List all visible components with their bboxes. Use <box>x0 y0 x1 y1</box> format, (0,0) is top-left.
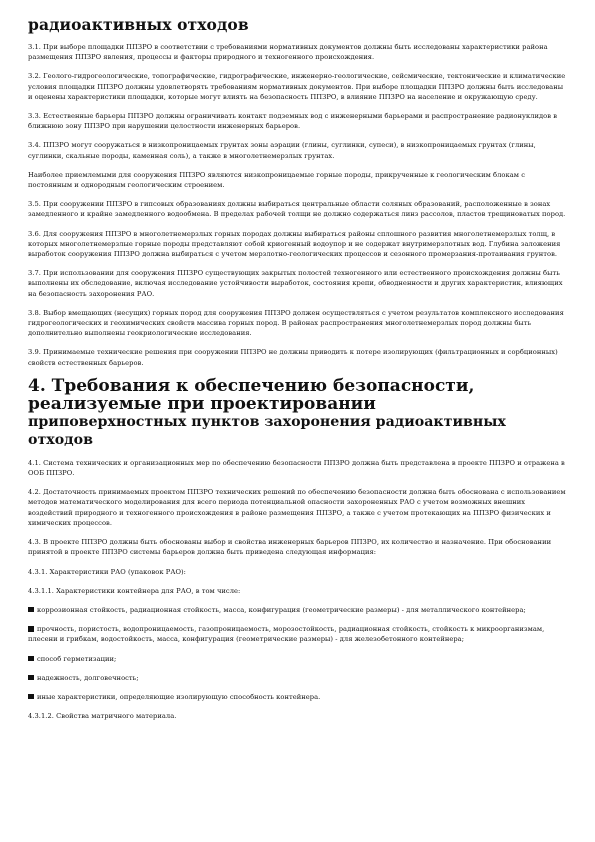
bullet-text: прочность, пористость, водопроницаемость, газопроницаемость, морозостойкость, радиационная стойкость, стойкость к микроорганизмам, плесени и грибкам, водостойкость, масса, конфигурация (геометрические размеры) - для железобетонного контейнера; <box>28 625 545 644</box>
section-heading-line1: 4. Требования к обеспечению безопасности, реализуемые при проектировании <box>28 375 475 414</box>
section-heading <box>28 377 568 449</box>
paragraph: 4.3.1.2. Свойства матричного материала. <box>28 712 177 721</box>
paragraph: 3.8. Выбор вмещающих (несущих) горных пород для сооружения ППЗРО должен осуществляться с учетом результатов комплексного исследования гидрогеологических и геохимических свойств массива горных пород. В районах распространения многолетнемерзлых пород должны быть дополнительно выполнены геокриологические исследования. <box>28 308 564 338</box>
paragraph: 3.6. Для сооружения ППЗРО в многолетнемерзлых горных породах должны выбираться районы сплошного развития многолетнемерзлых толщ, в которых многолетнемерзлые горные породы представляют собой криогенный водоупор и не содержат внутримерзлотных вод. Глубина заложения выработок сооружения ППЗРО должна выбираться с учетом мерзлотно-геологических процессов и сезонного промерзания-протаивания грунтов. <box>28 229 561 259</box>
bullet-item <box>28 654 568 664</box>
section-heading-line2: приповерхностных пунктов захоронения радиоактивных отходов <box>28 413 506 448</box>
paragraph: 4.3.1.1. Характеристики контейнера для РАО, в том числе: <box>28 586 241 595</box>
square-bullet-icon <box>28 694 34 700</box>
square-bullet-icon <box>28 626 34 632</box>
bullet-item <box>28 673 568 683</box>
bullet-text: коррозионная стойкость, радиационная стойкость, масса, конфигурация (геометрические размеры) - для металлического контейнера; <box>37 605 526 614</box>
paragraph: 3.1. При выборе площадки ППЗРО в соответствии с требованиями нормативных документов должны быть исследованы характеристики района размещения ППЗРО явления, процессы и факторы природного и техногенного происхождения. <box>28 43 548 62</box>
paragraph: 4.1. Система технических и организационных мер по обеспечению безопасности ППЗРО должна быть представлена в проекте ППЗРО и отражена в ООБ ППЗРО. <box>28 458 565 478</box>
bullet-text: способ герметизации; <box>37 654 117 663</box>
paragraph: 4.3. В проекте ППЗРО должны быть обоснованы выбор и свойства инженерных барьеров ППЗРО, их количество и назначение. При обосновании принятой в проекте ППЗРО системы барьеров должна быть приведена следующая информация: <box>28 538 552 557</box>
paragraph: 3.9. Принимаемые технические решения при сооружении ППЗРО не должны приводить к потере изолирующих (фильтрационных и сорбционных) свойств естественных барьеров. <box>28 348 558 367</box>
document-page <box>28 0 568 730</box>
square-bullet-icon <box>28 656 34 662</box>
paragraph: 3.4. ППЗРО могут сооружаться в низкопроницаемых грунтах зоны аэрации (глины, суглинки, супеси), в низкопроницаемых грунтах (глины, суглинки, скальные породы, каменная соль), а также в многолетнемерзлых грунтах. <box>28 141 536 160</box>
paragraph: 3.7. При использовании для сооружения ППЗРО существующих закрытых полостей техногенного или естественного происхождения должны быть выполнены их обследование, включая исследование устойчивости выработок, состояния крепи, обводненности и других характеристик, влияющих на безопасность захоронения РАО. <box>28 269 563 298</box>
paragraph: Наиболее приемлемыми для сооружения ППЗРО являются низкопроницаемые горные породы, прикрученные к геологическим блокам с постоянным и однородным геологическим строением. <box>28 170 525 190</box>
bullet-text: иные характеристики, определяющие изолирующую способность контейнера. <box>37 692 321 701</box>
paragraph: 4.3.1. Характеристики РАО (упаковок РАО): <box>28 567 186 576</box>
bullet-item <box>28 605 568 615</box>
bullet-item <box>28 692 568 702</box>
square-bullet-icon <box>28 607 34 613</box>
paragraph: 4.2. Достаточность принимаемых проектом ППЗРО технических решений по обеспечению безопасности должна быть обоснована с использованием методов математического моделирования для всего периода потенциальной опасности захороненных РАО с учетом возможных внешних воздействий природного и техногенного происхождения в районе размещения ППЗРО, а также с учетом протекающих на ППЗРО физических и химических процессов. <box>28 488 566 527</box>
bullet-text: надежность, долговечность; <box>37 673 139 682</box>
paragraph: 3.3. Естественные барьеры ППЗРО должны ограничивать контакт подземных вод с инженерными барьерами и распространение радионуклидов в ближнюю зону ППЗРО при нарушении целостности инженерных барьеров. <box>28 112 558 131</box>
square-bullet-icon <box>28 675 34 681</box>
top-heading: радиоактивных отходов <box>28 15 249 34</box>
paragraph: 3.2. Геолого-гидрогеологические, топографические, гидрографические, инженерно-геологические, сейсмические, тектонические и климатические условия площадки ППЗРО должны удовлетворять требованиям нормативных документов. При выборе площадки ППЗРО должны быть исследованы и оценены характеристики площадки, которые могут влиять на безопасность ППЗРО, в влияние ППЗРО на население и окружающую среду. <box>28 72 566 101</box>
paragraph: 3.5. При сооружении ППЗРО в гипсовых образованиях должны выбираться центральные области соляных образований, расположенные в зонах замедленного и крайне замедленного водообмена. В пределах рабочей толщи не должно содержаться линз рассолов, пластов трещиноватых пород. <box>28 200 566 219</box>
bullet-item <box>28 624 568 644</box>
